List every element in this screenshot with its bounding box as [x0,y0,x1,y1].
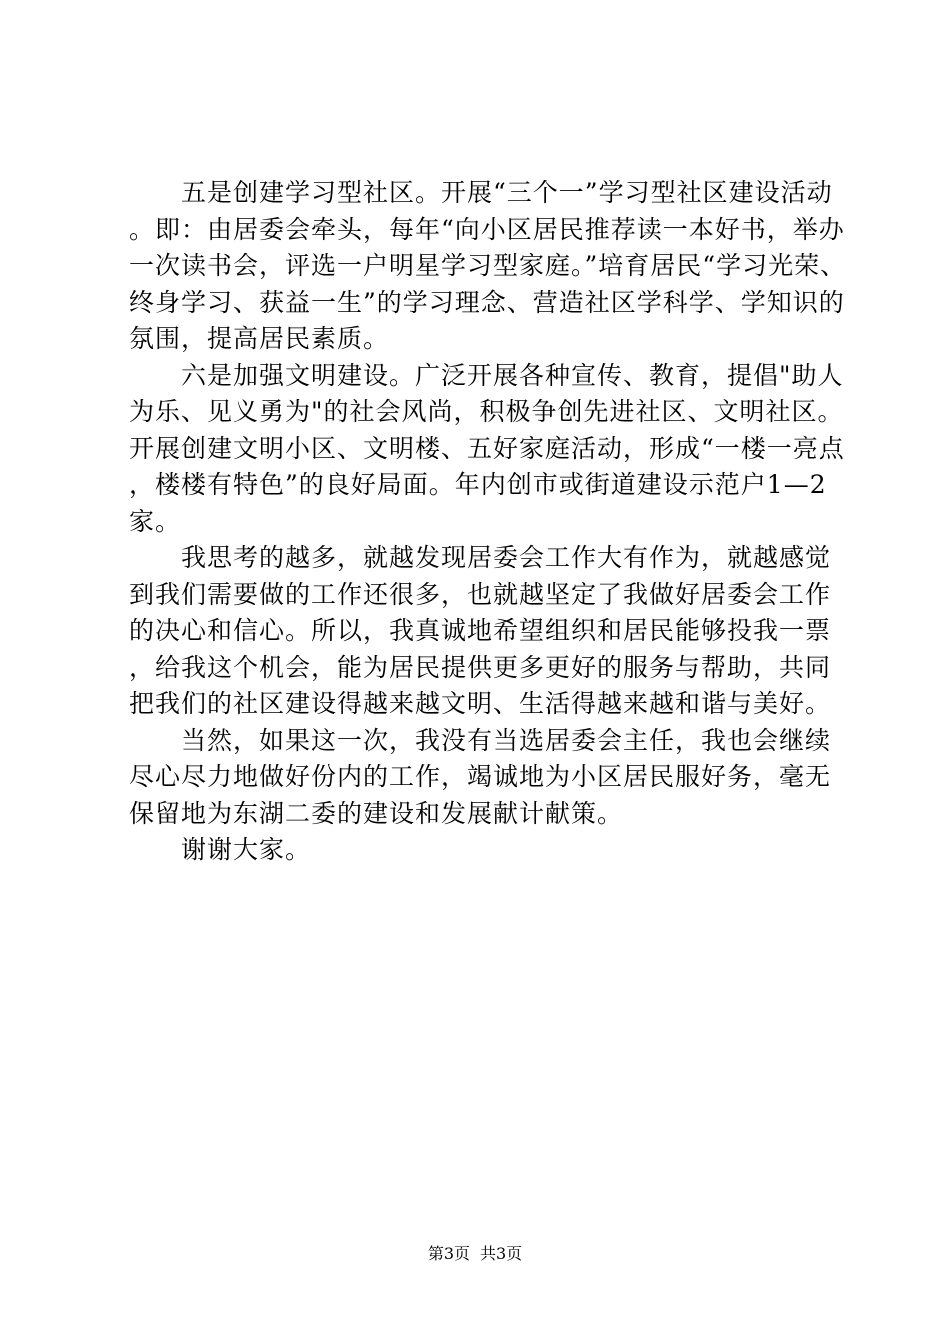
document-body [129,175,849,869]
paragraph-community-learning: 五是创建学习型社区。开展“三个一”学习型社区建设活动。即：由居委会牵头，每年“向小区居民推荐读一本好书，举办一次读书会，评选一户明星学习型家庭。”培育居民“学习光荣、终身学习、获益一生”的学习理念、营造社区学科学、学知识的氛围，提高居民素质。 [129,178,847,353]
page-footer [0,1244,950,1264]
page-number-current: 第3页 [427,1244,470,1263]
paragraph-civilization-building: 六是加强文明建设。广泛开展各种宣传、教育，提倡"助人为乐、见义勇为"的社会风尚，积极争创先进社区、文明社区。开展创建文明小区、文明楼、五好家庭活动，形成“一楼一亮点，楼楼有特色”的良好局面。年内创市或街道建设示范户1—2家。 [129,360,845,536]
paragraph-commitment: 当然，如果这一次，我没有当选居委会主任，我也会继续尽心尽力地做好份内的工作，竭诚地为小区居民服好务，毫无保留地为东湖二委的建设和发展献计献策。 [129,725,832,828]
paragraph-thanks: 谢谢大家。 [181,835,312,864]
paragraph-reflection: 我思考的越多，就越发现居委会工作大有作为，就越感觉到我们需要做的工作还很多，也就越坚定了我做好居委会工作的决心和信心。所以，我真诚地希望组织和居民能够投我一票，给我这个机会，能为居民提供更多更好的服务与帮助，共同把我们的社区建设得越来越文明、生活得越来越和谐与美好。 [129,543,832,718]
page-number-total: 共3页 [480,1244,523,1263]
